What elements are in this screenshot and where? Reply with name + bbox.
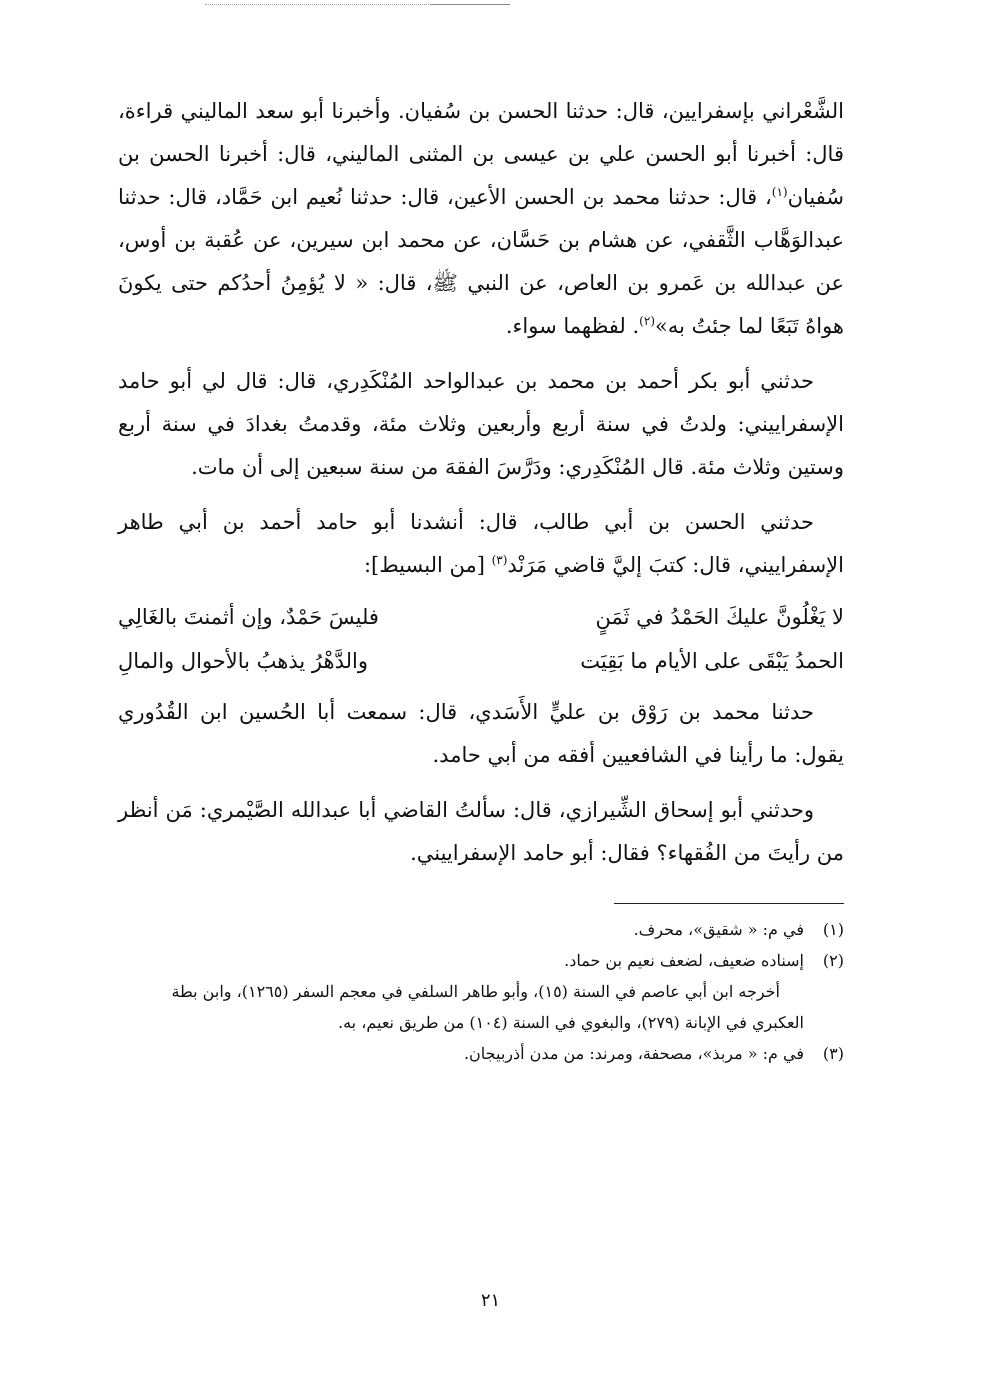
footnote-1	[118, 914, 844, 945]
page-number: ٢١	[480, 1290, 501, 1311]
verse-1-first-hemistich: لا يَغْلُونَّ عليكَ الحَمْدُ في ثَمَنٍ	[595, 605, 844, 629]
paragraph-1-text-b: ، قال: حدثنا محمد بن الحسن الأعين، قال: حدثنا نُعيم ابن حَمَّاد، قال: حدثنا عبدالوَهَّاب الثَّقفي، عن هشام بن حَسَّان، عن محمد ابن سيرين، عن عُقبة بن أوس، عن عبدالله بن عَمرو بن العاص، عن النبي ﷺ، قال: « لا يُؤمِنُ أحدُكم حتى يكونَ هواهُ تَبَعًا لما جئتُ به»	[118, 185, 844, 338]
paragraph-3-text-a: حدثني الحسن بن أبي طالب، قال: أنشدنا أبو حامد أحمد بن أبي طاهر الإسفراييني، قال: كتبَ إليَّ قاضي مَرَنْد	[118, 510, 844, 577]
footnote-2	[118, 945, 844, 976]
footnote-ref-2[interactable]: (٢)	[639, 314, 655, 328]
footnotes	[118, 914, 844, 1069]
footnote-3	[118, 1038, 844, 1069]
paragraph-1-text-a: الشَّعْراني بإسفرايين، قال: حدثنا الحسن بن سُفيان. وأخبرنا أبو سعد الماليني قراءة، قال: أخبرنا أبو الحسن علي بن عيسى بن المثنى الماليني، قال: أخبرنا الحسن بن سُفيان	[118, 99, 844, 209]
footnote-divider	[614, 903, 844, 904]
verse-2-first-hemistich: الحمدُ يَبْقَى على الأيام ما بَقِيَت	[580, 649, 844, 673]
footnote-2-continuation: أخرجه ابن أبي عاصم في السنة (١٥)، وأبو طاهر السلفي في معجم السفر (١٢٦٥)، وابن بطة العكبري في الإبانة (٢٧٩)، والبغوي في السنة (١٠٤) من طريق نعيم، به.	[171, 982, 804, 1032]
footnote-2-number: (٢)	[822, 951, 844, 970]
footnote-1-text: في م: « شقيق»، محرف.	[633, 920, 804, 939]
footnote-2-text: إسناده ضعيف، لضعف نعيم بن حماد.	[564, 951, 804, 970]
paragraph-3	[118, 501, 844, 587]
footnote-1-number: (١)	[822, 920, 844, 939]
scan-top-line	[430, 4, 510, 7]
paragraph-1-text-c: . لفظهما سواء.	[505, 314, 640, 338]
footnote-3-number: (٣)	[822, 1044, 844, 1063]
footnote-3-text: في م: « مربذ»، مصحفة، ومرند: من مدن أذربيجان.	[463, 1044, 804, 1063]
verse-1	[118, 595, 844, 639]
page-body	[118, 90, 844, 1069]
paragraph-4: حدثنا محمد بن رَوْق بن عليٍّ الأَسَدي، قال: سمعت أبا الحُسين ابن القُدُوري يقول: ما رأينا في الشافعيين أفقه من أبي حامد.	[118, 700, 844, 767]
paragraph-2: حدثني أبو بكر أحمد بن محمد بن عبدالواحد المُنْكَدِري، قال: قال لي أبو حامد الإسفراييني: ولدتُ في سنة أربع وأربعين وثلاث مئة، وقدمتُ بغدادَ في سنة أربع وستين وثلاث مئة. قال المُنْكَدِري: ودَرَّسَ الفقهَ من سنة سبعين إلى أن مات.	[118, 369, 844, 479]
verse-2-second-hemistich: والدَّهْرُ يذهبُ بالأحوال والمالِ	[118, 649, 368, 673]
paragraph-1	[118, 90, 844, 348]
poem	[118, 595, 844, 683]
paragraph-5: وحدثني أبو إسحاق الشِّيرازي، قال: سألتُ القاضي أبا عبدالله الصَّيْمري: مَن أنظر من رأيتَ من الفُقهاء؟ فقال: أبو حامد الإسفراييني.	[118, 798, 844, 865]
footnote-ref-1[interactable]: (١)	[771, 185, 788, 199]
paragraph-3-text-b: [من البسيط]:	[363, 553, 492, 577]
verse-2	[118, 639, 844, 683]
verse-1-second-hemistich: فليسَ حَمْدٌ، وإن أثمنتَ بالغَالِي	[118, 605, 379, 629]
footnote-ref-3[interactable]: (٣)	[491, 553, 508, 567]
